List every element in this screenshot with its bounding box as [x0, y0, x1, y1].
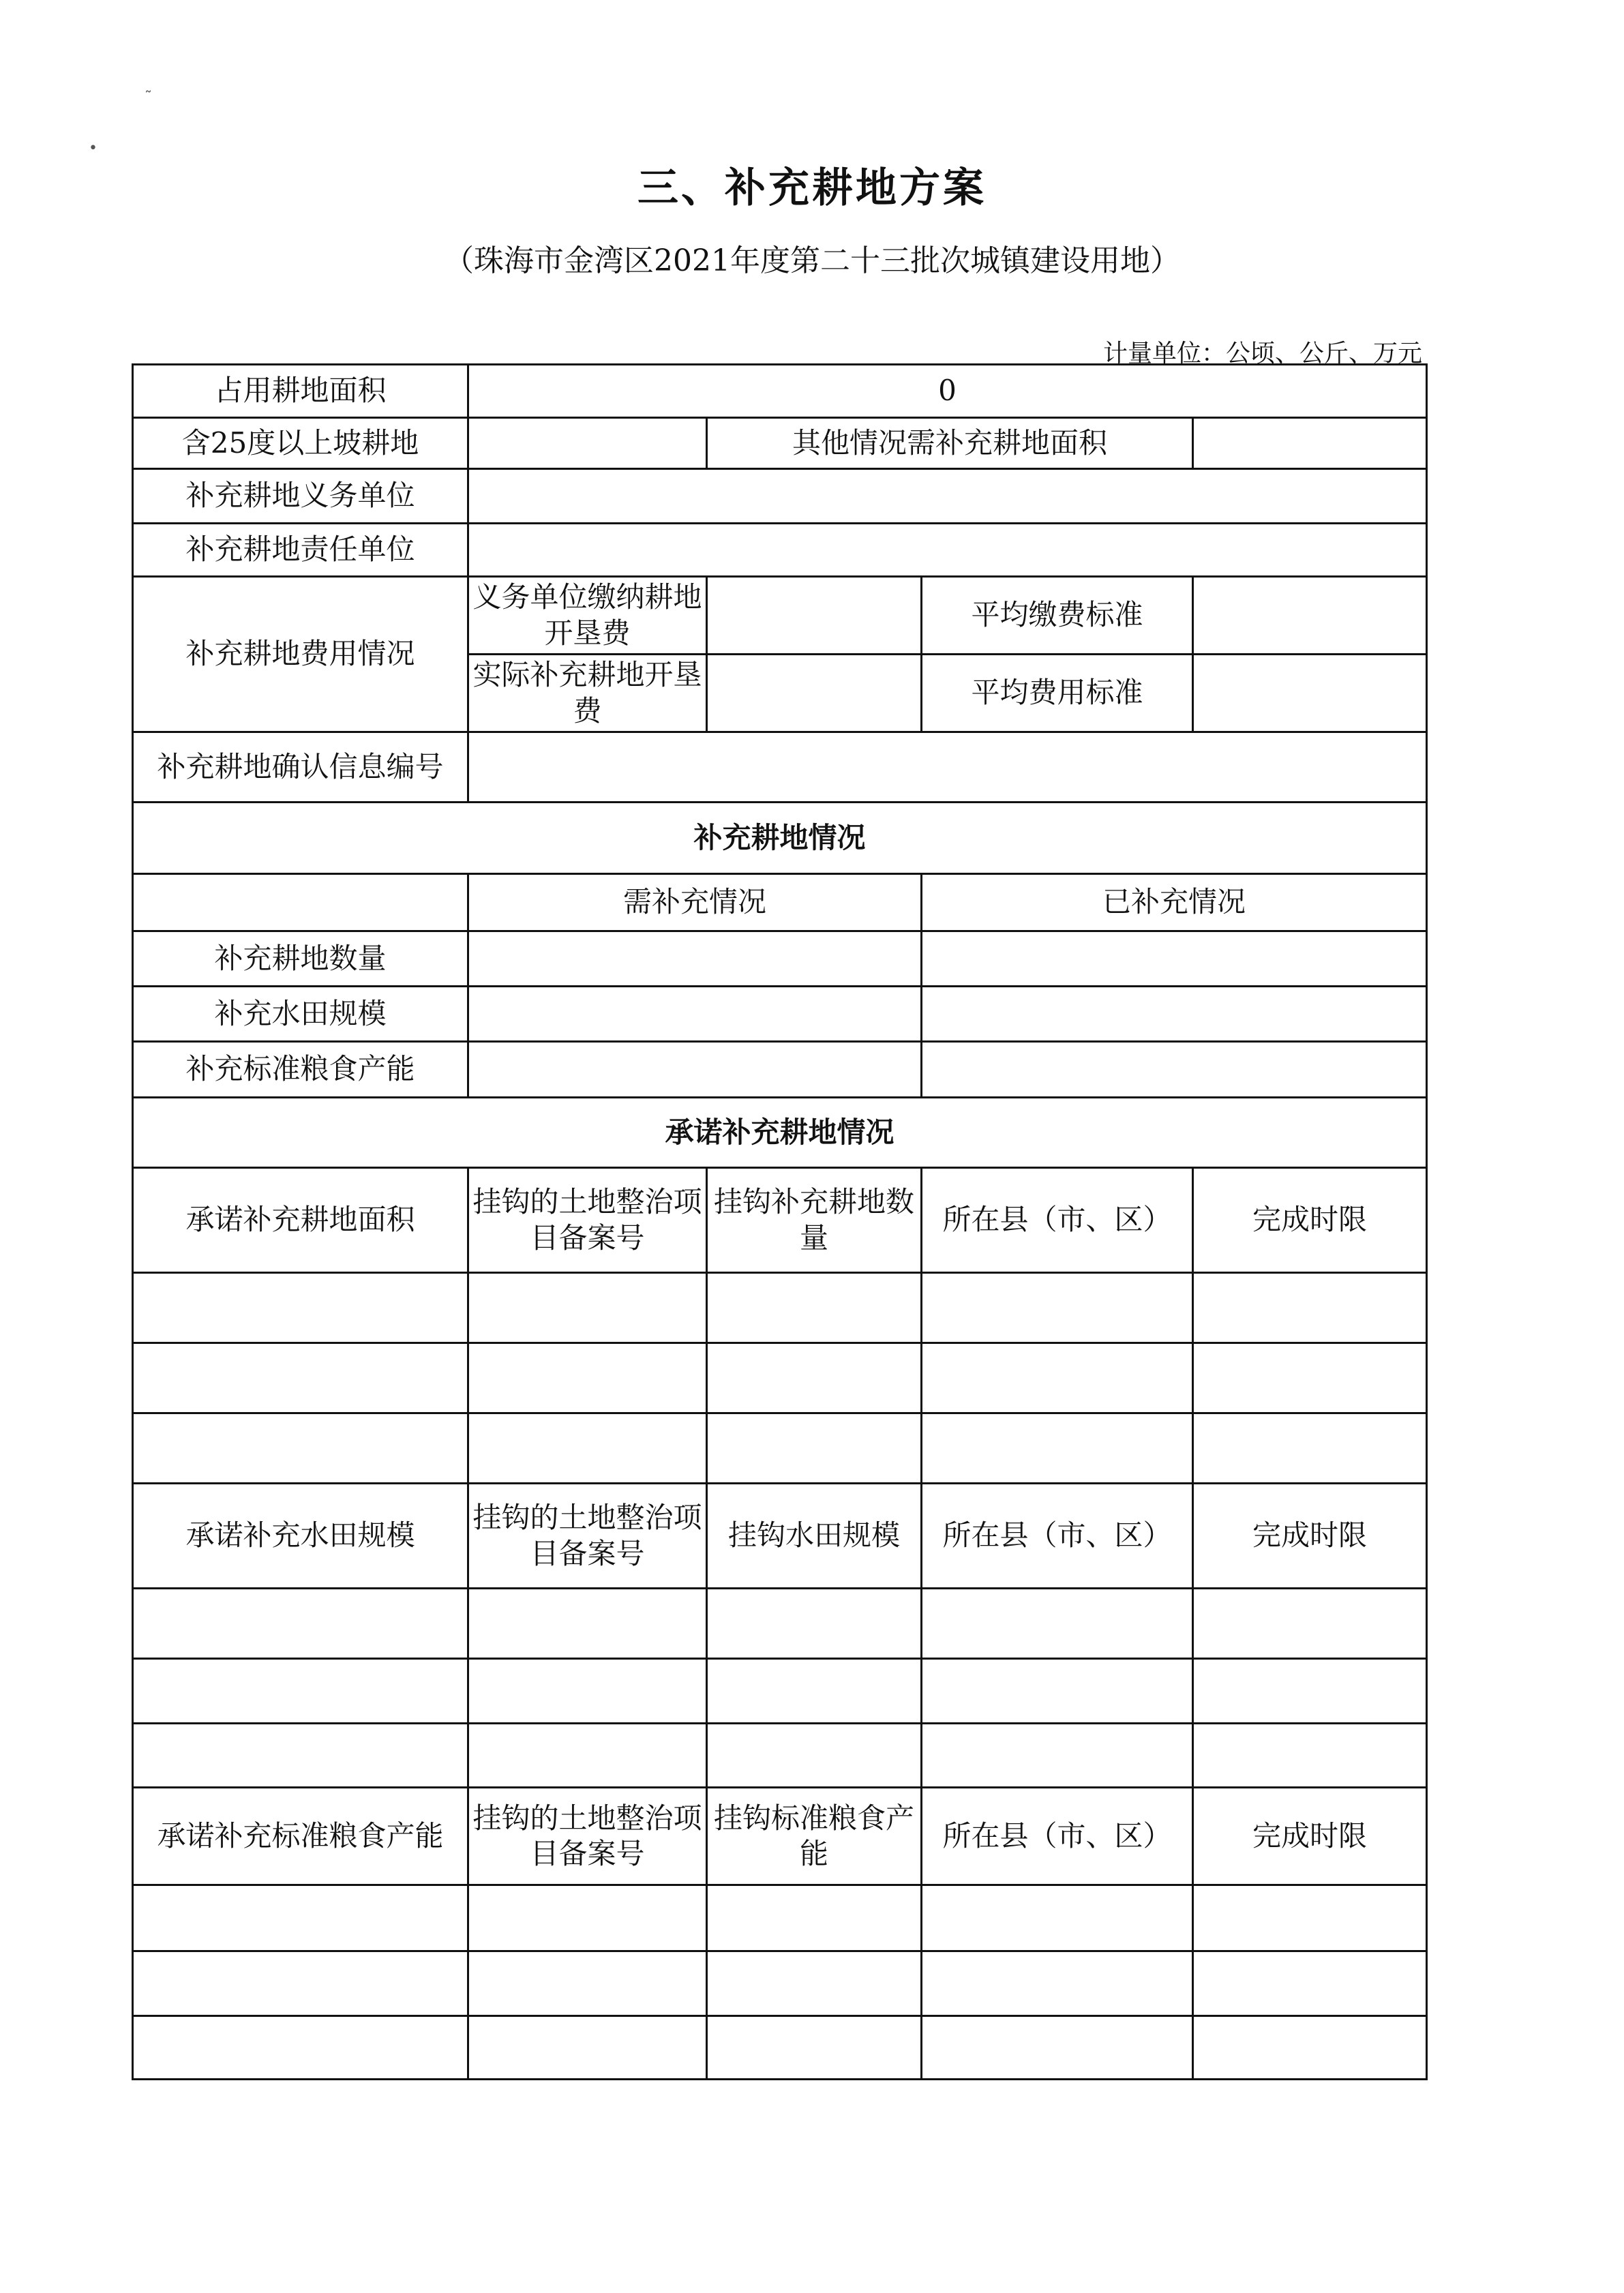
commit-data-cell: [1193, 1413, 1427, 1484]
commit-data-cell: [133, 1273, 468, 1343]
commit-data-cell: [468, 1413, 707, 1484]
commit-header-cell: 完成时限: [1193, 1484, 1427, 1589]
commit-data-cell: [133, 1951, 468, 2016]
commit-header-cell: 所在县（市、区）: [922, 1168, 1193, 1273]
commit-section-row: [133, 1098, 1427, 1168]
commit-header-cell: 所在县（市、区）: [922, 1484, 1193, 1589]
commit-header-cell: 承诺补充水田规模: [133, 1484, 468, 1589]
supplement-row-need: [468, 931, 922, 987]
commit-data-row: [133, 2016, 1427, 2080]
commit-data-cell: [922, 1343, 1193, 1413]
commit-header-cell: 承诺补充耕地面积: [133, 1168, 468, 1273]
avg-cost-label: 平均费用标准: [922, 655, 1193, 732]
commit-data-cell: [133, 1343, 468, 1413]
commit-data-row: [133, 1951, 1427, 2016]
actual-fee-value: [707, 655, 922, 732]
commit-data-cell: [922, 1951, 1193, 2016]
commit-data-cell: [922, 1724, 1193, 1788]
other-supplement-label: 其他情况需补充耕地面积: [707, 418, 1193, 469]
obligation-fee-value: [707, 577, 922, 655]
supplement-row-need: [468, 1042, 922, 1098]
commit-header-cell: 挂钩的土地整治项目备案号: [468, 1484, 707, 1589]
commit-data-cell: [468, 1343, 707, 1413]
commit-data-cell: [133, 1413, 468, 1484]
land-supplement-form: [132, 363, 1428, 2080]
commit-data-cell: [1193, 1885, 1427, 1951]
commit-section-title: 承诺补充耕地情况: [133, 1098, 1427, 1168]
commit-data-cell: [468, 1589, 707, 1659]
other-supplement-value: [1193, 418, 1427, 469]
commit-data-row: [133, 1273, 1427, 1343]
cost-label: 补充耕地费用情况: [133, 577, 468, 732]
commit-header-cell: 挂钩的土地整治项目备案号: [468, 1168, 707, 1273]
occupied-area-row: [133, 365, 1427, 418]
supplement-section-row: [133, 803, 1427, 874]
commit-data-cell: [707, 1413, 922, 1484]
supplement-row-done: [922, 931, 1427, 987]
scan-speck: ˷: [145, 76, 152, 93]
supplement-header-row: [133, 874, 1427, 931]
commit-data-cell: [707, 1589, 922, 1659]
commit-data-cell: [468, 1951, 707, 2016]
commit-data-cell: [922, 1413, 1193, 1484]
avg-cost-value: [1193, 655, 1427, 732]
commit-header-row: [133, 1484, 1427, 1589]
commit-data-cell: [707, 1273, 922, 1343]
commit-data-row: [133, 1659, 1427, 1724]
supplement-row-label: 补充标准粮食产能: [133, 1042, 468, 1098]
done-header: 已补充情况: [922, 874, 1427, 931]
commit-data-cell: [133, 1659, 468, 1724]
commit-data-cell: [707, 2016, 922, 2080]
commit-header-cell: 挂钩的土地整治项目备案号: [468, 1788, 707, 1885]
commit-data-cell: [468, 2016, 707, 2080]
responsibility-unit-label: 补充耕地责任单位: [133, 524, 468, 577]
cost-row-1: [133, 577, 1427, 655]
supplement-row-label: 补充耕地数量: [133, 931, 468, 987]
commit-data-cell: [133, 2016, 468, 2080]
commit-data-row: [133, 1343, 1427, 1413]
supplement-row-done: [922, 1042, 1427, 1098]
commit-data-cell: [468, 1885, 707, 1951]
supplement-row: [133, 987, 1427, 1042]
scan-speck: •: [89, 140, 97, 157]
commit-data-cell: [133, 1885, 468, 1951]
obligation-unit-row: [133, 469, 1427, 524]
actual-fee-label: 实际补充耕地开垦费: [468, 655, 707, 732]
page-subtitle: （珠海市金湾区2021年度第二十三批次城镇建设用地）: [444, 243, 1180, 278]
commit-data-cell: [1193, 1589, 1427, 1659]
commit-data-cell: [922, 2016, 1193, 2080]
commit-data-cell: [707, 1724, 922, 1788]
commit-data-row: [133, 1413, 1427, 1484]
confirm-no-value: [468, 732, 1427, 803]
commit-data-cell: [468, 1659, 707, 1724]
commit-header-row: [133, 1788, 1427, 1885]
commit-data-row: [133, 1589, 1427, 1659]
avg-payment-label: 平均缴费标准: [922, 577, 1193, 655]
commit-data-cell: [133, 1589, 468, 1659]
commit-data-cell: [468, 1273, 707, 1343]
obligation-unit-label: 补充耕地义务单位: [133, 469, 468, 524]
commit-header-cell: 承诺补充标准粮食产能: [133, 1788, 468, 1885]
supplement-section-title: 补充耕地情况: [133, 803, 1427, 874]
commit-data-cell: [922, 1273, 1193, 1343]
commit-data-cell: [922, 1659, 1193, 1724]
commit-data-cell: [707, 1885, 922, 1951]
commit-data-cell: [1193, 1343, 1427, 1413]
confirm-no-label: 补充耕地确认信息编号: [133, 732, 468, 803]
commit-data-cell: [133, 1724, 468, 1788]
confirm-no-row: [133, 732, 1427, 803]
commit-data-row: [133, 1885, 1427, 1951]
commit-data-cell: [1193, 2016, 1427, 2080]
obligation-fee-label: 义务单位缴纳耕地开垦费: [468, 577, 707, 655]
slope-25-value: [468, 418, 707, 469]
occupied-area-label: 占用耕地面积: [133, 365, 468, 418]
supplement-row-label: 补充水田规模: [133, 987, 468, 1042]
commit-data-row: [133, 1724, 1427, 1788]
commit-data-cell: [468, 1724, 707, 1788]
avg-payment-value: [1193, 577, 1427, 655]
unit-note: 计量单位：公顷、公斤、万元: [1102, 340, 1422, 368]
supplement-row-need: [468, 987, 922, 1042]
commit-data-cell: [1193, 1659, 1427, 1724]
slope-row: [133, 418, 1427, 469]
need-header: 需补充情况: [468, 874, 922, 931]
obligation-unit-value: [468, 469, 1427, 524]
commit-data-cell: [1193, 1273, 1427, 1343]
responsibility-unit-row: [133, 524, 1427, 577]
commit-header-cell: 挂钩水田规模: [707, 1484, 922, 1589]
supplement-row: [133, 1042, 1427, 1098]
commit-data-cell: [922, 1885, 1193, 1951]
occupied-area-value: 0: [468, 365, 1427, 418]
responsibility-unit-value: [468, 524, 1427, 577]
commit-data-cell: [922, 1589, 1193, 1659]
commit-header-cell: 完成时限: [1193, 1788, 1427, 1885]
supplement-row: [133, 931, 1427, 987]
commit-header-cell: 所在县（市、区）: [922, 1788, 1193, 1885]
commit-header-cell: 挂钩补充耕地数量: [707, 1168, 922, 1273]
supplement-header-blank: [133, 874, 468, 931]
commit-header-cell: 完成时限: [1193, 1168, 1427, 1273]
slope-25-label: 含25度以上坡耕地: [133, 418, 468, 469]
commit-data-cell: [707, 1343, 922, 1413]
page-title: 三、补充耕地方案: [637, 164, 987, 212]
commit-data-cell: [707, 1951, 922, 2016]
commit-header-row: [133, 1168, 1427, 1273]
commit-data-cell: [1193, 1724, 1427, 1788]
commit-header-cell: 挂钩标准粮食产能: [707, 1788, 922, 1885]
commit-data-cell: [707, 1659, 922, 1724]
supplement-row-done: [922, 987, 1427, 1042]
commit-data-cell: [1193, 1951, 1427, 2016]
